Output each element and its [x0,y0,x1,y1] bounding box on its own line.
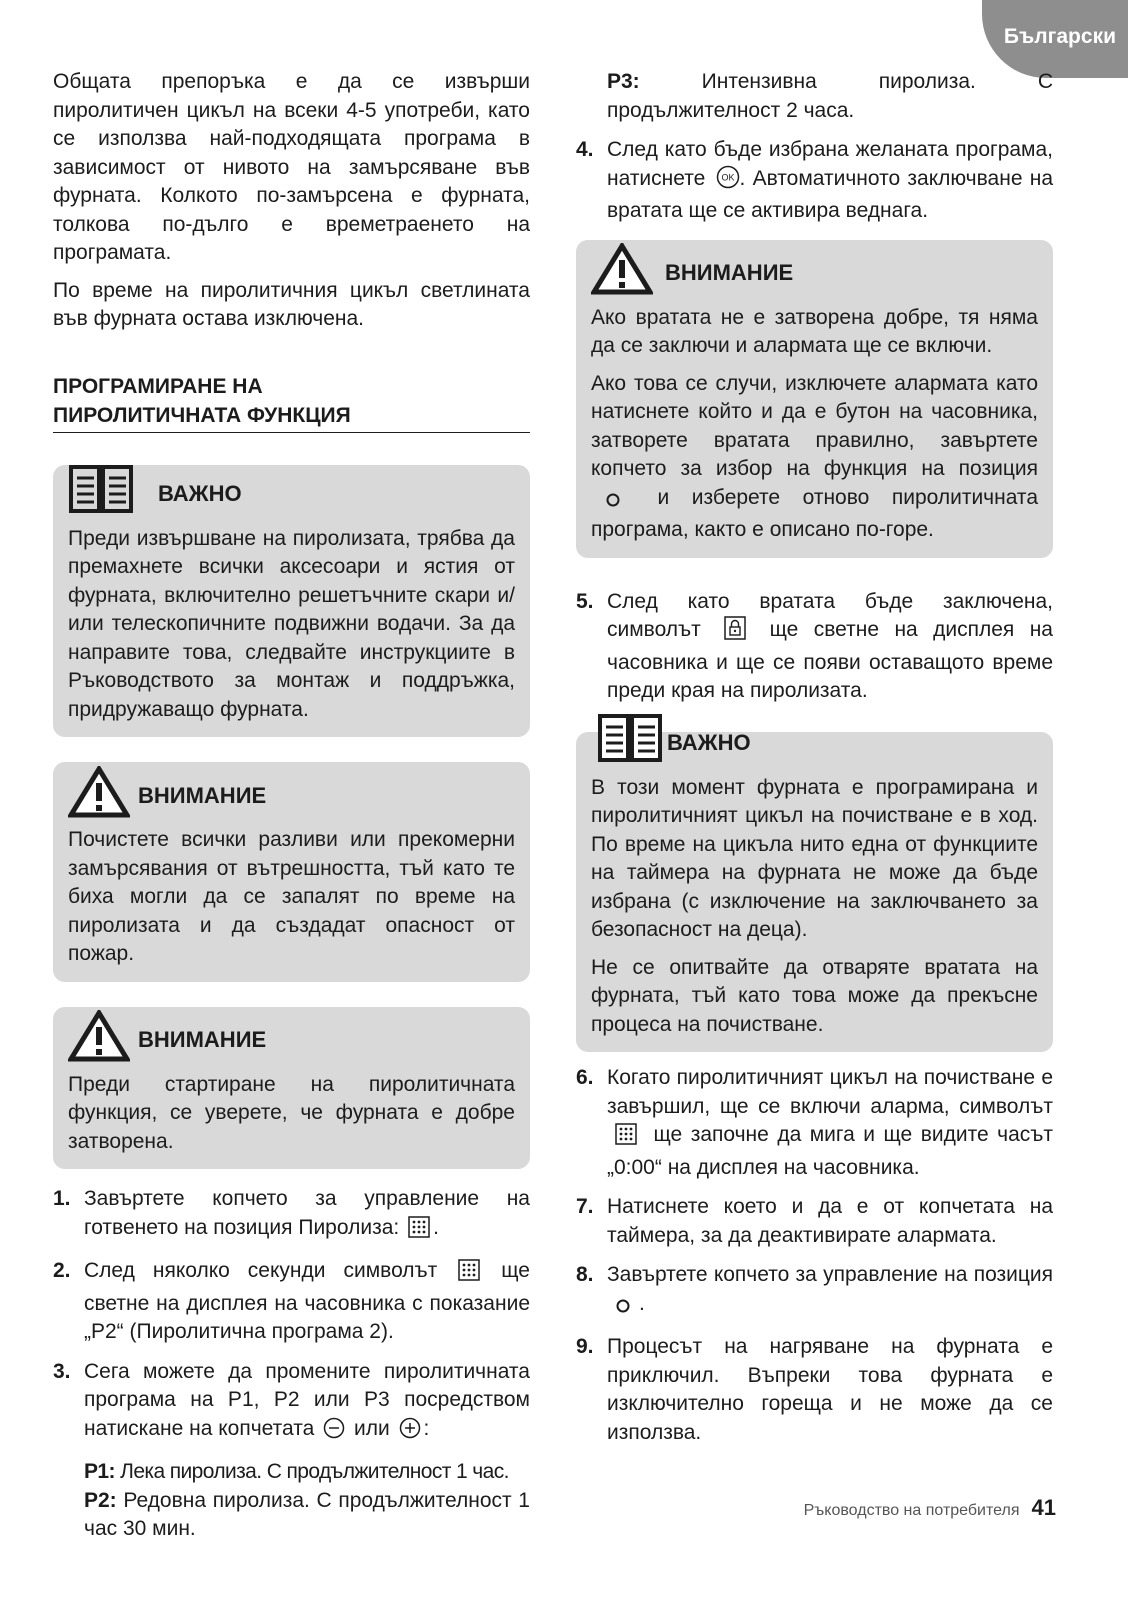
step-4-text-a: След като бъде избрана желаната програма, натиснете [607,138,1053,190]
warning-text-3b-end: и изберете отново пиролитичната програма, както е описано по-горе. [591,485,1038,541]
step-4 [576,136,1053,226]
warning-title-3: ВНИМАНИЕ [665,260,794,286]
section-heading [53,372,530,433]
program-p3 [607,68,1053,125]
page-footer [804,1494,1056,1526]
intro-paragraph-1: Общата препоръка е да се извърши пиролитичен цикъл на всеки 4-5 употреби, като се използва най-подходящата програма в зависимост от нивото на замърсяване във фурната. Колкото по-замърсена е фурната, толкова по-дълго е времетраенето на програмата. [53,70,530,264]
program-p2-text: Редовна пиролиза. С продължителност 1 час 30 мин. [84,1488,530,1540]
step-5-text-a: След като вратата бъде заключена, символът [607,589,1053,641]
step-number: 8. [576,1263,594,1286]
program-p1 [84,1458,530,1487]
step-1 [53,1185,530,1246]
right-column [576,68,1053,1458]
program-p2 [84,1487,530,1544]
step-1-end: . [433,1215,439,1239]
plus-button-icon [399,1417,421,1448]
step-2-text-a: След няколко секунди символът [84,1259,438,1282]
step-1-text: Завъртете копчето за управление на готвенето на позиция Пиролиза: [84,1187,530,1239]
warning-triangle-icon [591,243,665,304]
door-lock-icon [724,616,746,649]
step-8-end: . [639,1291,645,1315]
warning-text-3b [591,370,1038,545]
warning-box-3 [576,240,1053,558]
warning-title-2: ВНИМАНИЕ [138,1027,267,1053]
ok-button-icon [716,165,740,198]
language-tab [982,0,1128,78]
left-column [53,68,530,1544]
step-3-text-a: Сега можете да промените пиролитичната програма на P1, P2 или P3 посредством натискане на копчетата [84,1359,530,1440]
step-number: 9. [576,1335,594,1358]
warning-text-3a: Ако вратата не е затворена добре, тя няма да се заключи и алармата ще се включи. [591,305,1038,357]
step-6-text-b: ще започне да мига и ще видите часът „0:00“ на дисплея на часовника. [607,1123,1053,1179]
important-text-2a: В този момент фурната е програмирана и пиролитичният цикъл на почистване е в ход. По време на цикъла нито една от функциите на таймера на фурната не може да бъде избрана (с изключение на заключването за безопасност на деца). [591,775,1038,941]
step-2 [53,1257,530,1347]
step-number: 6. [576,1066,594,1089]
warning-box-1 [53,762,530,982]
step-5-text-b: ще светне на дисплея на часовника и ще се появи оставащото време преди края на пиролизата. [607,618,1053,702]
important-box-2 [576,732,1053,1053]
step-7 [576,1193,1053,1250]
steps-list-right-a [576,588,1053,706]
section-heading-line-2: ПИРОЛИТИЧНАТА ФУНКЦИЯ [53,403,351,427]
page-number: 41 [1031,1495,1056,1520]
steps-list-left [53,1185,530,1544]
pyrolysis-grid-icon [408,1216,430,1247]
pyrolysis-grid-icon [458,1259,480,1290]
off-position-icon [615,1294,631,1323]
steps-list-right-b [576,1064,1053,1447]
footer-manual-label: Ръководство на потребителя [803,1502,1020,1519]
warning-text-1: Почистете всички разливи или прекомерни замърсявания от вътрешността, тъй като те биха могли да се запалят по време на пиролизата и да създадат опасност от пожар. [68,828,515,965]
important-box-1 [53,465,530,738]
step-9 [576,1333,1053,1447]
important-text-2b: Не се опитвайте да отваряте вратата на фурната, тъй като това може да прекъсне процеса на почистване. [591,955,1038,1036]
step-number: 3. [53,1359,71,1383]
step-number: 5. [576,589,594,613]
section-heading-line-1: ПРОГРАМИРАНЕ НА [53,374,263,398]
step-6-text-a: Когато пиролитичният цикъл на почистване е завършил, ще се включи аларма, символът [607,1066,1053,1118]
book-icon [68,464,158,525]
important-title-2: ВАЖНО [667,730,751,756]
important-text: Преди извършване на пиролизата, трябва да премахнете всички аксесоари и ястия от фурната, включително решетъчните скари и/или телескопичните подвижни водачи. За да направите това, следвайте инструкциите в Ръководството за монтаж и поддръжка, придружаващо фурната. [68,526,515,721]
minus-button-icon [323,1417,345,1448]
svg-text:OK: OK [721,172,735,182]
step-7-text: Натиснете което и да е от копчетата на таймера, за да деактивирате алармата. [607,1195,1053,1247]
warning-box-2 [53,1007,530,1170]
step-2-text-b: ще светне на дисплея на часовника с показание „P2“ (Пиролитична програма 2). [84,1259,530,1343]
step-5 [576,588,1053,706]
step-number: 4. [576,138,594,161]
language-label: Български [1003,25,1116,48]
step-number: 7. [576,1195,594,1218]
step-3-end: : [423,1416,430,1440]
pyrolysis-grid-icon [615,1123,637,1154]
step-8 [576,1261,1053,1322]
step-9-text: Процесът на нагряване на фурната е приключил. Въпреки това фурната е изключително гореща и не може да се използва. [607,1335,1053,1444]
warning-title-1: ВНИМАНИЕ [138,782,267,808]
intro-paragraph-2: По време на пиролитичния цикъл светлината във фурната остава изключена. [53,278,530,330]
step-4-text-b: . Автоматичното заключване на вратата ще се активира веднага. [607,166,1053,222]
program-p3-label: P3: [607,70,640,93]
step-3-or: или [353,1416,390,1440]
warning-triangle-icon [68,1010,138,1071]
program-p2-label: P2: [84,1488,117,1512]
warning-triangle-icon [68,766,138,827]
warning-text-2: Преди стартиране на пиролитичната функция, се уверете, че фурната е добре затворена. [68,1072,515,1153]
program-p3-text: Интензивна пиролиза. С продължителност 2 часа. [607,70,1053,122]
step-3 [53,1358,530,1448]
book-icon [597,713,667,774]
program-list [84,1458,530,1544]
off-position-icon [605,488,621,517]
step-6 [576,1064,1053,1182]
program-p1-label: P1: [84,1460,115,1483]
step-number: 1. [53,1187,71,1210]
step-8-text: Завъртете копчето за управление на позиция [607,1263,1053,1286]
program-p1-text: Лека пиролиза. С продължителност 1 час. [120,1460,509,1483]
important-title: ВАЖНО [158,481,242,507]
warning-text-3b-start: Ако това се случи, изключете алармата като натиснете който и да е бутон на часовника, затворете вратата правилно, завъртете копчето за избор на функция на позиция [591,371,1038,480]
step-number: 2. [53,1259,71,1282]
